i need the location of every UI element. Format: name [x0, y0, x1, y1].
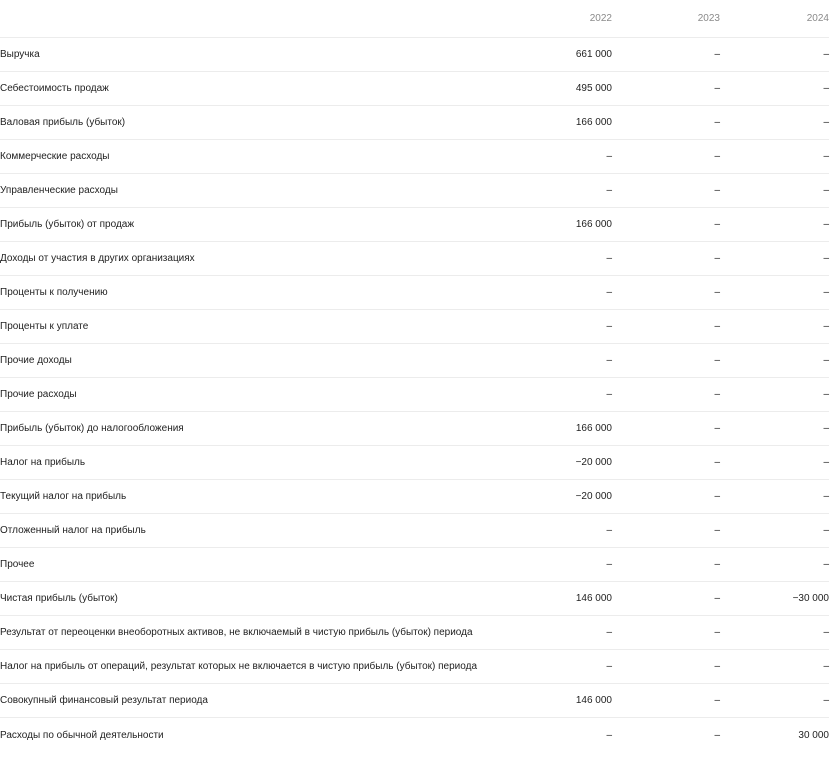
value-2023: –	[714, 185, 720, 196]
value-2023: –	[714, 219, 720, 230]
table-row	[0, 650, 829, 684]
value-2022: –	[606, 525, 612, 536]
value-2024: –	[823, 83, 829, 94]
value-2022: −20 000	[575, 491, 612, 502]
row-label: Совокупный финансовый результат периода	[0, 695, 208, 706]
table-row	[0, 548, 829, 582]
row-label: Доходы от участия в других организациях	[0, 253, 195, 264]
value-2024: –	[823, 457, 829, 468]
row-label: Проценты к уплате	[0, 321, 89, 332]
value-2024: –	[823, 287, 829, 298]
value-2023: –	[714, 423, 720, 434]
value-2022: –	[606, 287, 612, 298]
value-2023: –	[714, 49, 720, 60]
value-2023: –	[714, 151, 720, 162]
value-2024: −30 000	[792, 593, 829, 604]
value-2024: –	[823, 219, 829, 230]
row-label: Прочие расходы	[0, 389, 77, 400]
value-2024: –	[823, 253, 829, 264]
value-2023: –	[714, 355, 720, 366]
table-row	[0, 718, 829, 752]
value-2024: –	[823, 49, 829, 60]
row-label: Управленческие расходы	[0, 185, 118, 196]
value-2024: –	[823, 491, 829, 502]
value-2023: –	[714, 491, 720, 502]
value-2022: 166 000	[575, 423, 612, 434]
value-2023: –	[714, 695, 720, 706]
value-2023: –	[714, 321, 720, 332]
row-label: Налог на прибыль от операций, результат которых не включается в чистую прибыль (убыток) периода	[0, 661, 478, 672]
value-2022: –	[606, 627, 612, 638]
table-row	[0, 514, 829, 548]
value-2022: –	[606, 355, 612, 366]
table-row	[0, 140, 829, 174]
value-2024: –	[823, 627, 829, 638]
table-row	[0, 208, 829, 242]
table-row	[0, 616, 829, 650]
value-2023: –	[714, 389, 720, 400]
value-2022: 146 000	[575, 593, 612, 604]
value-2023: –	[714, 457, 720, 468]
value-2023: –	[714, 117, 720, 128]
row-label: Отложенный налог на прибыль	[0, 525, 146, 536]
value-2022: –	[606, 661, 612, 672]
value-2023: –	[714, 661, 720, 672]
value-2024: –	[823, 117, 829, 128]
value-2022: 146 000	[575, 695, 612, 706]
value-2024: –	[823, 185, 829, 196]
table-row	[0, 446, 829, 480]
row-label: Результат от переоценки внеоборотных активов, не включаемый в чистую прибыль (убыток) периода	[0, 627, 473, 638]
value-2024: –	[823, 321, 829, 332]
value-2024: –	[823, 151, 829, 162]
table-row	[0, 480, 829, 514]
row-label: Прибыль (убыток) от продаж	[0, 219, 135, 230]
row-label: Текущий налог на прибыль	[0, 491, 127, 502]
value-2024: –	[823, 423, 829, 434]
value-2024: –	[823, 559, 829, 570]
table-body	[0, 38, 829, 752]
value-2022: 166 000	[575, 117, 612, 128]
value-2024: –	[823, 355, 829, 366]
table-header	[0, 0, 829, 38]
row-label: Выручка	[0, 49, 40, 60]
row-label: Прочие доходы	[0, 355, 72, 366]
table-row	[0, 38, 829, 72]
value-2023: –	[714, 729, 720, 741]
table-row	[0, 242, 829, 276]
table-row	[0, 684, 829, 718]
value-2022: 495 000	[575, 83, 612, 94]
value-2022: 166 000	[575, 219, 612, 230]
row-label: Себестоимость продаж	[0, 83, 109, 94]
row-label: Прочее	[0, 559, 35, 570]
value-2022: –	[606, 151, 612, 162]
row-label: Налог на прибыль	[0, 457, 86, 468]
table-row	[0, 174, 829, 208]
value-2022: –	[606, 729, 612, 741]
row-label: Валовая прибыль (убыток)	[0, 117, 126, 128]
value-2022: –	[606, 253, 612, 264]
value-2023: –	[714, 627, 720, 638]
value-2022: –	[606, 321, 612, 332]
value-2024: –	[823, 389, 829, 400]
value-2024: 30 000	[798, 729, 829, 741]
value-2023: –	[714, 593, 720, 604]
row-label: Прибыль (убыток) до налогообложения	[0, 423, 184, 434]
table-row	[0, 276, 829, 310]
value-2022: –	[606, 559, 612, 570]
row-label: Коммерческие расходы	[0, 151, 110, 162]
value-2022: –	[606, 185, 612, 196]
header-year-2023: 2023	[697, 13, 720, 24]
value-2024: –	[823, 661, 829, 672]
table-row	[0, 106, 829, 140]
row-label: Проценты к получению	[0, 287, 108, 298]
table-row	[0, 310, 829, 344]
value-2022: 661 000	[575, 49, 612, 60]
row-label: Чистая прибыль (убыток)	[0, 593, 118, 604]
table-row	[0, 378, 829, 412]
value-2023: –	[714, 287, 720, 298]
header-year-2022: 2022	[589, 13, 612, 24]
value-2024: –	[823, 525, 829, 536]
table-row	[0, 344, 829, 378]
value-2023: –	[714, 525, 720, 536]
table-row	[0, 72, 829, 106]
value-2023: –	[714, 253, 720, 264]
header-year-2024: 2024	[806, 13, 829, 24]
value-2022: –	[606, 389, 612, 400]
row-label: Расходы по обычной деятельности	[0, 729, 164, 741]
value-2024: –	[823, 695, 829, 706]
value-2023: –	[714, 559, 720, 570]
value-2023: –	[714, 83, 720, 94]
value-2022: −20 000	[575, 457, 612, 468]
table-row	[0, 582, 829, 616]
table-row	[0, 412, 829, 446]
